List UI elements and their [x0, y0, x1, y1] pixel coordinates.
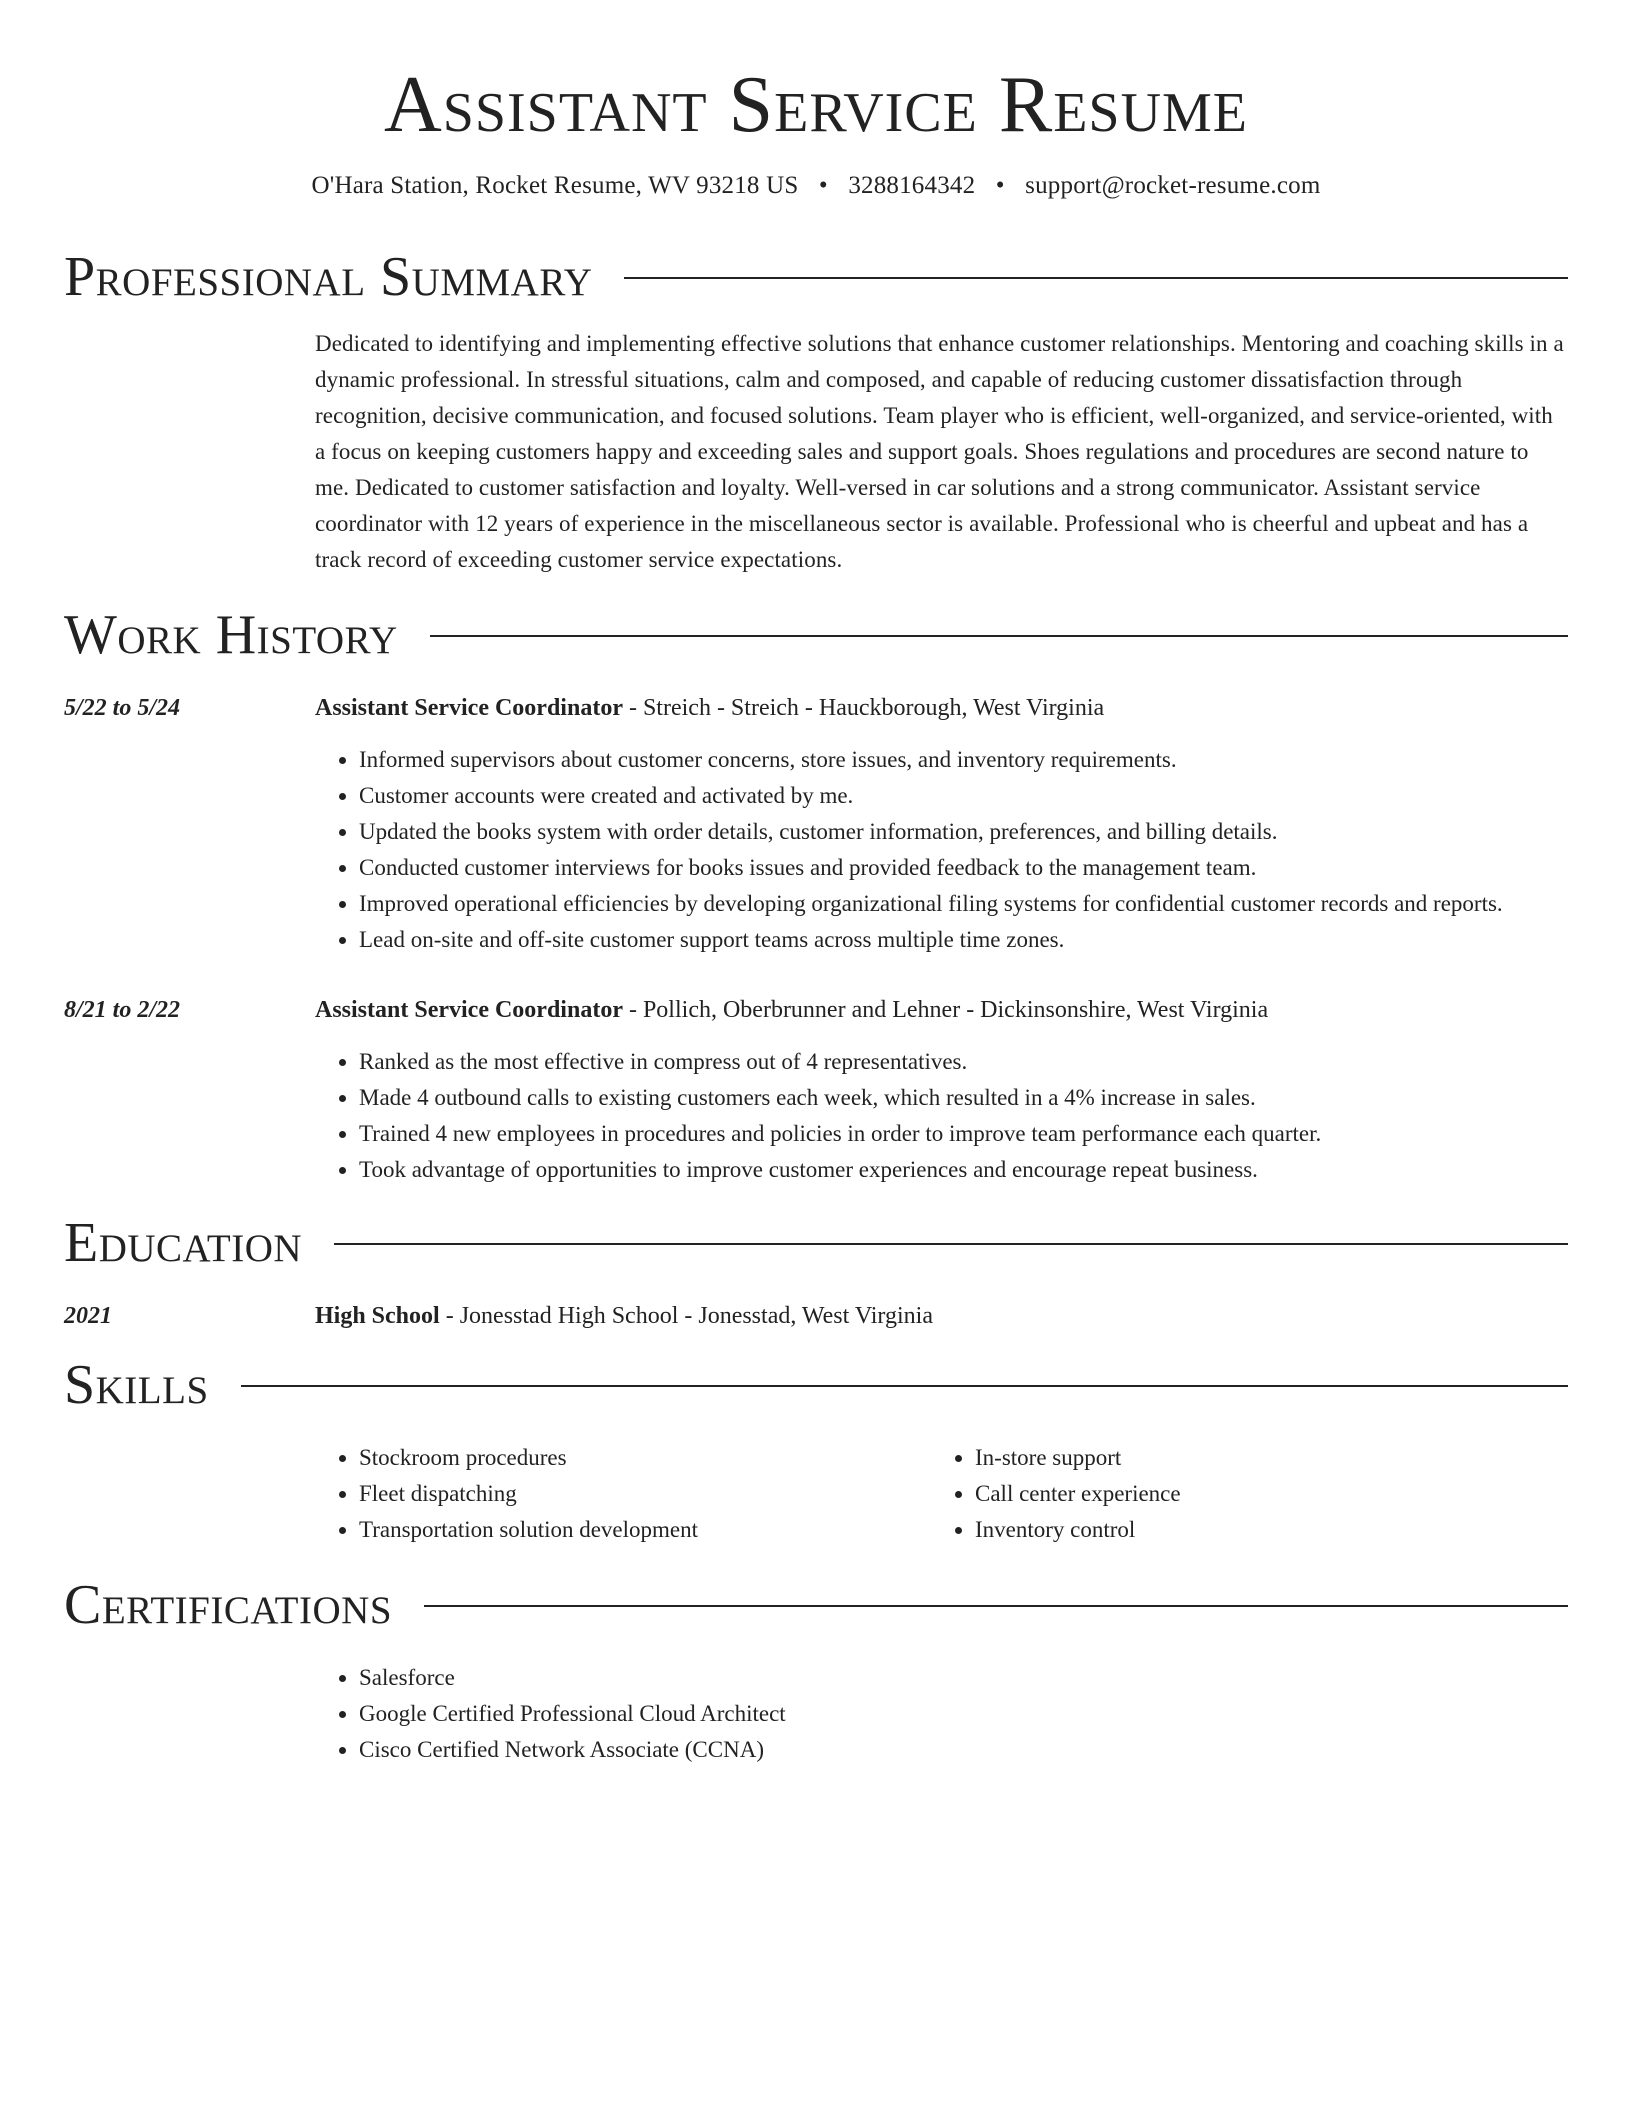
certifications-section-header — [64, 1572, 1568, 1638]
job-entry — [64, 992, 1568, 1188]
education-date: 2021 — [64, 1303, 112, 1329]
job-title: Assistant Service Coordinator — [315, 695, 623, 721]
contact-phone: 3288164342 — [848, 172, 976, 199]
job-bullet: • Ranked as the most effective in compress out of 4 representatives. — [359, 1044, 1568, 1080]
job-title-line — [64, 992, 1568, 1028]
certification-item: • Cisco Certified Network Associate (CCNA) — [359, 1732, 1568, 1768]
resume-page — [64, 0, 1568, 1768]
education-section-header — [64, 1210, 1568, 1276]
job-details: - Streich - Streich - Hauckborough, West Virginia — [622, 695, 1105, 721]
certification-item: • Google Certified Professional Cloud Architect — [359, 1696, 1568, 1732]
skills-column-right — [931, 1440, 1547, 1548]
education-degree: High School — [315, 1303, 440, 1329]
job-bullet: • Lead on-site and off-site customer support teams across multiple time zones. — [359, 922, 1568, 958]
contact-separator: • — [995, 172, 1005, 199]
education-details: - Jonesstad High School - Jonesstad, West Virginia — [439, 1303, 933, 1329]
job-bullets — [64, 1044, 1568, 1188]
education-line — [64, 1298, 1568, 1334]
work-section-header — [64, 602, 1568, 668]
education-heading: Education — [64, 1212, 303, 1274]
contact-separator: • — [818, 172, 828, 199]
contact-line — [64, 170, 1568, 202]
certifications-list — [64, 1660, 1568, 1768]
job-details: - Pollich, Oberbrunner and Lehner - Dickinsonshire, West Virginia — [622, 997, 1269, 1023]
job-bullet: • Informed supervisors about customer concerns, store issues, and inventory requirements. — [359, 742, 1568, 778]
section-divider — [334, 1243, 1568, 1245]
section-divider — [624, 277, 1568, 279]
job-bullet: • Conducted customer interviews for books issues and provided feedback to the management team. — [359, 850, 1568, 886]
job-title-line — [64, 690, 1568, 726]
job-date: 5/22 to 5/24 — [64, 695, 181, 721]
skill-item: • Stockroom procedures — [359, 1440, 931, 1476]
summary-section-header — [64, 244, 1568, 310]
summary-text: Dedicated to identifying and implementing effective solutions that enhance customer relationships. Mentoring and coaching skills in a dynamic professional. In stressful situations, calm and composed, and capable of reducing customer dissatisfaction through recognition, decisive communication, and focused solutions. Team player who is efficient, well-organized, and service-oriented, with a focus on keeping customers happy and exceeding sales and support goals. Shoes regulations and procedures are second nature to me. Dedicated to customer satisfaction and loyalty. Well-versed in car solutions and a strong communicator. Assistant service coordinator with 12 years of experience in the miscellaneous sector is available. Professional who is cheerful and upbeat and has a track record of exceeding customer service expectations. — [315, 331, 1564, 572]
job-bullet: • Improved operational efficiencies by developing organizational filing systems for confidential customer records and reports. — [359, 886, 1568, 922]
skills-heading: Skills — [64, 1354, 209, 1416]
section-divider — [424, 1605, 1568, 1607]
certifications-heading: Certifications — [64, 1574, 393, 1636]
summary-heading: Professional Summary — [64, 246, 593, 308]
skill-item: • Inventory control — [975, 1512, 1547, 1548]
skills-grid — [64, 1440, 1568, 1548]
job-bullet: • Took advantage of opportunities to improve customer experiences and encourage repeat business. — [359, 1152, 1568, 1188]
work-heading: Work History — [64, 604, 398, 666]
skill-item: • In-store support — [975, 1440, 1547, 1476]
contact-address: O'Hara Station, Rocket Resume, WV 93218 US — [311, 172, 799, 199]
skill-item: • Transportation solution development — [359, 1512, 931, 1548]
job-date: 8/21 to 2/22 — [64, 997, 181, 1023]
resume-title: Assistant Service Resume — [383, 61, 1249, 149]
contact-email: support@rocket-resume.com — [1025, 172, 1321, 199]
skill-item: • Call center experience — [975, 1476, 1547, 1512]
education-entry — [64, 1298, 1568, 1334]
skill-item: • Fleet dispatching — [359, 1476, 931, 1512]
job-entry — [64, 690, 1568, 958]
skills-section-header — [64, 1352, 1568, 1418]
job-title: Assistant Service Coordinator — [315, 997, 623, 1023]
summary-section — [64, 326, 1568, 578]
job-bullet: • Customer accounts were created and activated by me. — [359, 778, 1568, 814]
section-divider — [430, 635, 1568, 637]
skills-column-left — [315, 1440, 931, 1548]
job-bullet: • Updated the books system with order details, customer information, preferences, and billing details. — [359, 814, 1568, 850]
certification-item: • Salesforce — [359, 1660, 1568, 1696]
job-bullets — [64, 742, 1568, 958]
job-bullet: • Trained 4 new employees in procedures and policies in order to improve team performance each quarter. — [359, 1116, 1568, 1152]
job-bullet: • Made 4 outbound calls to existing customers each week, which resulted in a 4% increase in sales. — [359, 1080, 1568, 1116]
section-divider — [241, 1385, 1568, 1387]
